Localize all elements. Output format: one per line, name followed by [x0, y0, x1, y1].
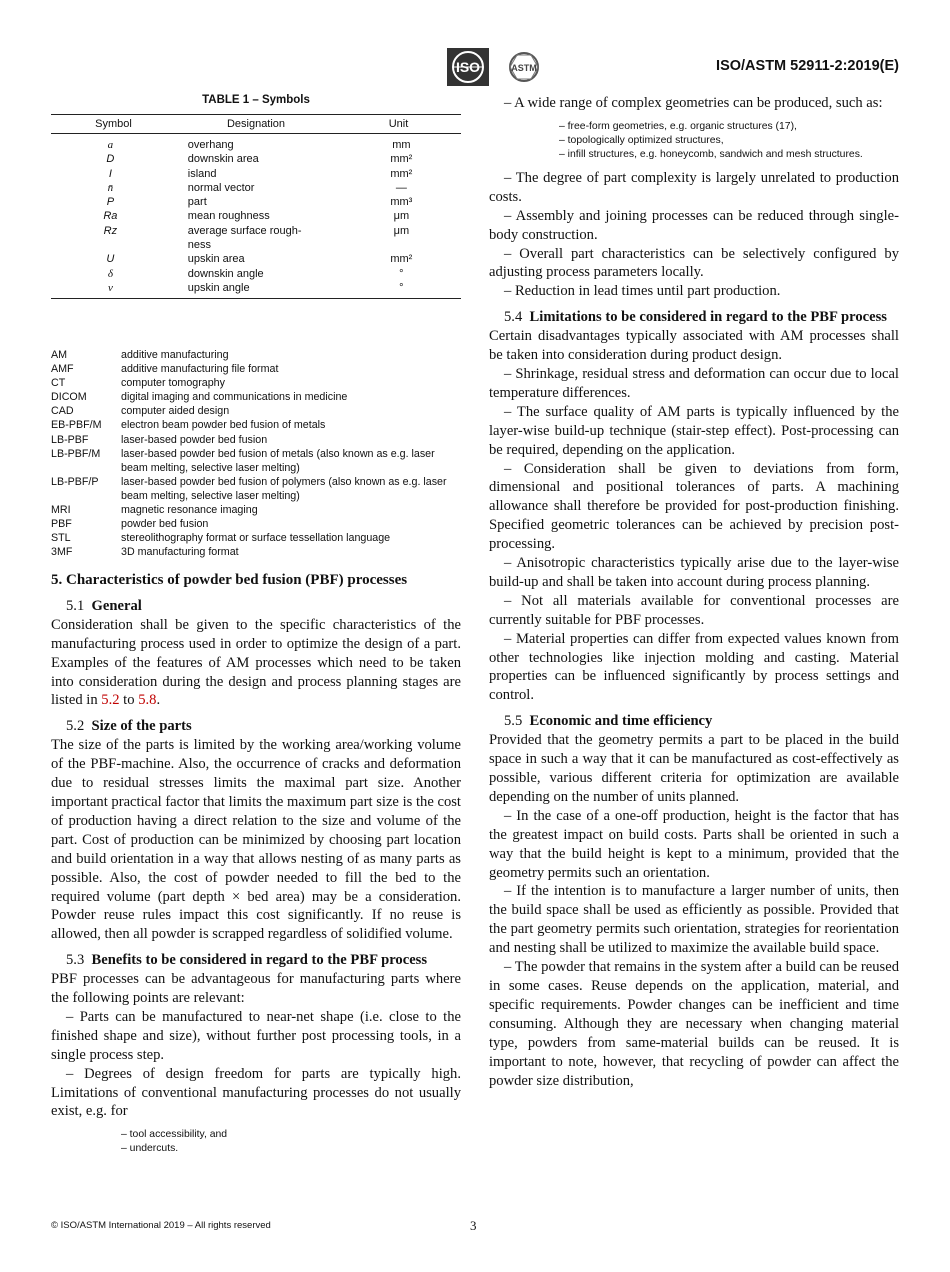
- right-column: [489, 94, 899, 1090]
- left-column: [51, 571, 461, 1156]
- list-item: – tool accessibility, and: [121, 1129, 228, 1141]
- abbreviation-row: [51, 376, 461, 390]
- abbreviation-term: 3MF: [51, 546, 73, 559]
- designation-cell: normal vector: [187, 181, 255, 194]
- abbreviation-row: [51, 517, 461, 531]
- section-5-1-paragraph: Consideration shall be given to the specific characteristics of the manufacturing process used in order to optimize the design of a part. Examples of the features of AM processes which need to be taken into consideration during the design and process planning stages are listed in 5.2 to 5.8.: [51, 616, 461, 709]
- abbreviation-definition: 3D manufacturing format: [121, 546, 239, 559]
- table-header-unit: Unit: [388, 118, 409, 130]
- abbreviation-definition: electron beam powder bed fusion of metals: [121, 419, 326, 432]
- geometries-list: [489, 120, 899, 162]
- designation-cell: overhang: [187, 139, 234, 151]
- section-5-3-heading: 5.3 Benefits to be considered in regard to the PBF process: [66, 952, 428, 969]
- table-header-designation: Designation: [226, 118, 286, 130]
- unit-cell: mm²: [390, 167, 413, 180]
- abbreviation-definition: additive manufacturing file format: [121, 363, 279, 376]
- symbol-cell: a: [107, 139, 114, 151]
- table-row: [51, 181, 461, 195]
- right-paragraph-5: – Reduction in lead times until part production.: [504, 283, 781, 300]
- right-paragraph-1: – A wide range of complex geometries can be produced, such as:: [504, 95, 883, 111]
- abbreviation-row: [51, 545, 461, 559]
- designation-cell: upskin area: [187, 253, 245, 266]
- right-paragraph-3: – Assembly and joining processes can be reduced through single-body construction.: [489, 207, 899, 243]
- section-5-1-heading: 5.1 General: [66, 597, 142, 614]
- abbreviation-definition: additive manufacturing: [121, 349, 229, 361]
- abbreviation-row: [51, 390, 461, 404]
- section-5-2-heading: 5.2 Size of the parts: [66, 718, 192, 735]
- abbreviation-term: DICOM: [51, 391, 87, 404]
- abbreviation-term: STL: [51, 532, 71, 545]
- right-paragraph-4: – Overall part characteristics can be selectively configured by adjusting process parameters locally.: [489, 245, 899, 281]
- abbreviation-term: EB-PBF/M: [51, 419, 102, 432]
- abbreviation-definition: laser-based powder bed fusion of polymers (also known as e.g. laser beam melting, selective laser melting): [121, 475, 447, 502]
- designation-cell: ness: [187, 239, 212, 252]
- abbreviation-definition: digital imaging and communications in medicine: [121, 391, 348, 404]
- unit-cell: °: [399, 281, 404, 294]
- symbol-cell: Rz: [103, 224, 118, 237]
- document-id: ISO/ASTM 52911-2:2019(E): [716, 58, 899, 74]
- abbreviation-term: AMF: [51, 363, 74, 376]
- iso-logo: [447, 48, 489, 86]
- abbreviation-term: CAD: [51, 405, 74, 418]
- symbol-cell: P: [106, 196, 115, 209]
- abbreviation-term: AM: [51, 349, 68, 361]
- section-5-4-paragraph-7: – Material properties can differ from expected values known from other technologies like injection molding and casting. Material properties can be influenced significantly by process settings and control.: [489, 630, 899, 704]
- abbreviation-term: CT: [51, 377, 66, 390]
- link-5-2[interactable]: 5.2: [101, 692, 120, 709]
- section-5-4-paragraph-3: – The surface quality of AM parts is typically influenced by the layer-wise build-up technique (stair-step effect). Post-processing can be required, depending on the application.: [489, 403, 899, 458]
- abbreviation-term: PBF: [51, 518, 72, 531]
- section-5-5-paragraph-1: Provided that the geometry permits a part to be placed in the build space in such a way that it can be manufactured as cost-effectively as possible, various different criteria for optimization are available depending on the number of units planned.: [489, 732, 899, 805]
- page-number: 3: [470, 1218, 477, 1233]
- symbol-cell: D: [106, 153, 115, 166]
- design-freedom-list: [51, 1128, 461, 1156]
- abbreviation-definition: magnetic resonance imaging: [121, 504, 258, 517]
- symbol-cell: [51, 238, 170, 252]
- designation-cell: average surface rough-: [187, 224, 302, 237]
- section-5-5-paragraph-2: – In the case of a one-off production, height is the factor that has the greatest impact on build costs. Parts shall be oriented in such a way that the build height is kept to a minimum, provided that the geometry permits such an orientation.: [489, 807, 899, 881]
- table-row: [51, 209, 461, 223]
- section-5-5-heading: 5.5 Economic and time efficiency: [504, 713, 713, 730]
- symbol-cell: δ: [107, 267, 113, 280]
- section-5-2-paragraph: The size of the parts is limited by the working area/working volume of the PBF-machine. Also, the occurrence of cracks and deformation due to residual stresses limits the maximal part size. Another important practical factor that limits the maximum part size is the cost of production having a direct relation to the size and volume of the part. Cost of production can be minimized by choosing part location and build orientation in a way that allows nesting of as many parts as possible. Also, the cost of powder needed to fill the bed to the required volume (part depth × bed area) may be a consideration. Powder reuse rules impact this cost significantly. If no reuse is allowed, then all powder is scrapped regardless of solidified volume.: [51, 737, 461, 943]
- section-5-3-paragraph-2: – Parts can be manufactured to near-net shape (i.e. close to the finished shape and size), without further post processing tools, in a single process step.: [51, 1008, 461, 1063]
- link-5-8[interactable]: 5.8: [138, 692, 157, 709]
- abbreviations-list: [51, 348, 461, 559]
- table-row: [51, 267, 461, 281]
- table-row: [51, 281, 461, 295]
- abbreviation-definition: powder bed fusion: [121, 518, 209, 531]
- abbreviation-row: [51, 418, 461, 432]
- designation-cell: downskin angle: [187, 267, 264, 280]
- abbreviation-row: [51, 475, 461, 503]
- list-item: – topologically optimized structures,: [559, 134, 724, 146]
- section-5-5-paragraph-4: – The powder that remains in the system after a build can be reused in some cases. Reuse depends on the application, material, and specific requirements. Powder changes can be inefficient and time consuming. Although they are necessary when changing material type, powders from same-material builds can be reused. It is important to note, however, that recycling of powder can affect the powder size distribution,: [489, 959, 899, 1089]
- table-row: [51, 238, 461, 252]
- unit-cell: mm²: [390, 253, 413, 266]
- designation-cell: island: [187, 167, 217, 180]
- abbreviation-row: [51, 503, 461, 517]
- abbreviation-row: [51, 531, 461, 545]
- symbol-cell: I: [108, 167, 112, 180]
- section-5-heading: 5. Characteristics of powder bed fusion (PBF) processes: [51, 572, 408, 588]
- abbreviation-row: [51, 404, 461, 418]
- list-item: – undercuts.: [121, 1143, 179, 1155]
- table-row: [51, 195, 461, 209]
- astm-logo: [505, 50, 543, 84]
- designation-cell: upskin angle: [187, 281, 250, 294]
- abbreviation-row: [51, 362, 461, 376]
- svg-text:ISO: ISO: [455, 59, 481, 75]
- unit-cell: mm²: [390, 153, 413, 166]
- table-row: [51, 252, 461, 266]
- table-row: [51, 138, 461, 152]
- unit-cell: mm³: [390, 196, 413, 209]
- table-row: [51, 224, 461, 238]
- section-5-4-paragraph-1: Certain disadvantages typically associated with AM processes shall be taken into consideration during product design.: [489, 328, 899, 364]
- abbreviation-definition: computer tomography: [121, 377, 225, 390]
- table-title: TABLE 1 – Symbols: [202, 94, 310, 106]
- section-5-4-heading: 5.4 Limitations to be considered in regard to the PBF process: [504, 309, 887, 326]
- table-row: [51, 152, 461, 166]
- unit-cell: —: [395, 181, 407, 194]
- section-5-3-paragraph-1: PBF processes can be advantageous for manufacturing parts where the following points are relevant:: [51, 971, 461, 1007]
- section-5-4-paragraph-4: – Consideration shall be given to deviations from form, dimensional and positional tolerances of parts. A machining allowance shall therefore be provided for post-production finishing. Specified geometric tolerances can be achieved by precision post-processing.: [489, 460, 899, 553]
- list-item: – free-form geometries, e.g. organic structures (17),: [559, 120, 797, 132]
- abbreviation-definition: stereolithography format or surface tessellation language: [121, 532, 391, 545]
- symbol-cell: U: [106, 253, 115, 266]
- abbreviation-term: LB-PBF: [51, 433, 89, 446]
- table-row: [51, 167, 461, 181]
- abbreviation-definition: laser-based powder bed fusion of metals (also known as e.g. laser beam melting, selective laser melting): [121, 447, 435, 474]
- copyright-notice: © ISO/ASTM International 2019 – All rights reserved: [51, 1220, 271, 1231]
- unit-cell: mm: [392, 139, 411, 151]
- symbol-cell: n̄: [107, 181, 114, 194]
- abbreviation-term: LB-PBF/M: [51, 447, 101, 460]
- designation-cell: mean roughness: [187, 210, 270, 223]
- section-5-4-paragraph-2: – Shrinkage, residual stress and deformation can occur due to local temperature differences.: [489, 365, 899, 401]
- table-header-symbol: Symbol: [95, 118, 132, 130]
- right-paragraph-2: – The degree of part complexity is largely unrelated to production costs.: [489, 169, 899, 205]
- unit-cell: °: [399, 267, 404, 280]
- symbol-cell: ν: [107, 281, 113, 294]
- abbreviation-definition: computer aided design: [121, 405, 230, 418]
- svg-text:ASTM: ASTM: [511, 63, 537, 73]
- symbols-table: [51, 114, 461, 299]
- unit-cell: [342, 238, 461, 252]
- section-5-3-paragraph-3: – Degrees of design freedom for parts are typically high. Limitations of conventional manufacturing processes do not usually exist, e.g. for: [51, 1065, 461, 1120]
- unit-cell: μm: [393, 224, 410, 237]
- section-5-4-paragraph-6: – Not all materials available for conventional processes are currently suitable for PBF processes.: [489, 592, 899, 628]
- abbreviation-row: [51, 447, 461, 475]
- abbreviation-term: LB-PBF/P: [51, 475, 99, 488]
- designation-cell: downskin area: [187, 153, 259, 166]
- designation-cell: part: [187, 196, 207, 209]
- abbreviation-definition: laser-based powder bed fusion: [121, 433, 268, 446]
- section-5-5-paragraph-3: – If the intention is to manufacture a larger number of units, then the build space shall be used as efficiently as possible. Provided that the part geometry permits such orientation, strategies for reorientation and nesting shall be utilized to maximize the available build space.: [489, 883, 899, 957]
- abbreviation-row: [51, 433, 461, 447]
- unit-cell: μm: [393, 210, 410, 223]
- list-item: – infill structures, e.g. honeycomb, sandwich and mesh structures.: [559, 148, 863, 160]
- section-5-4-paragraph-5: – Anisotropic characteristics typically arise due to the layer-wise build-up and shall be taken into account during process planning.: [489, 555, 899, 590]
- abbreviation-term: MRI: [51, 504, 71, 517]
- abbreviation-row: [51, 348, 461, 362]
- symbol-cell: Ra: [103, 210, 118, 223]
